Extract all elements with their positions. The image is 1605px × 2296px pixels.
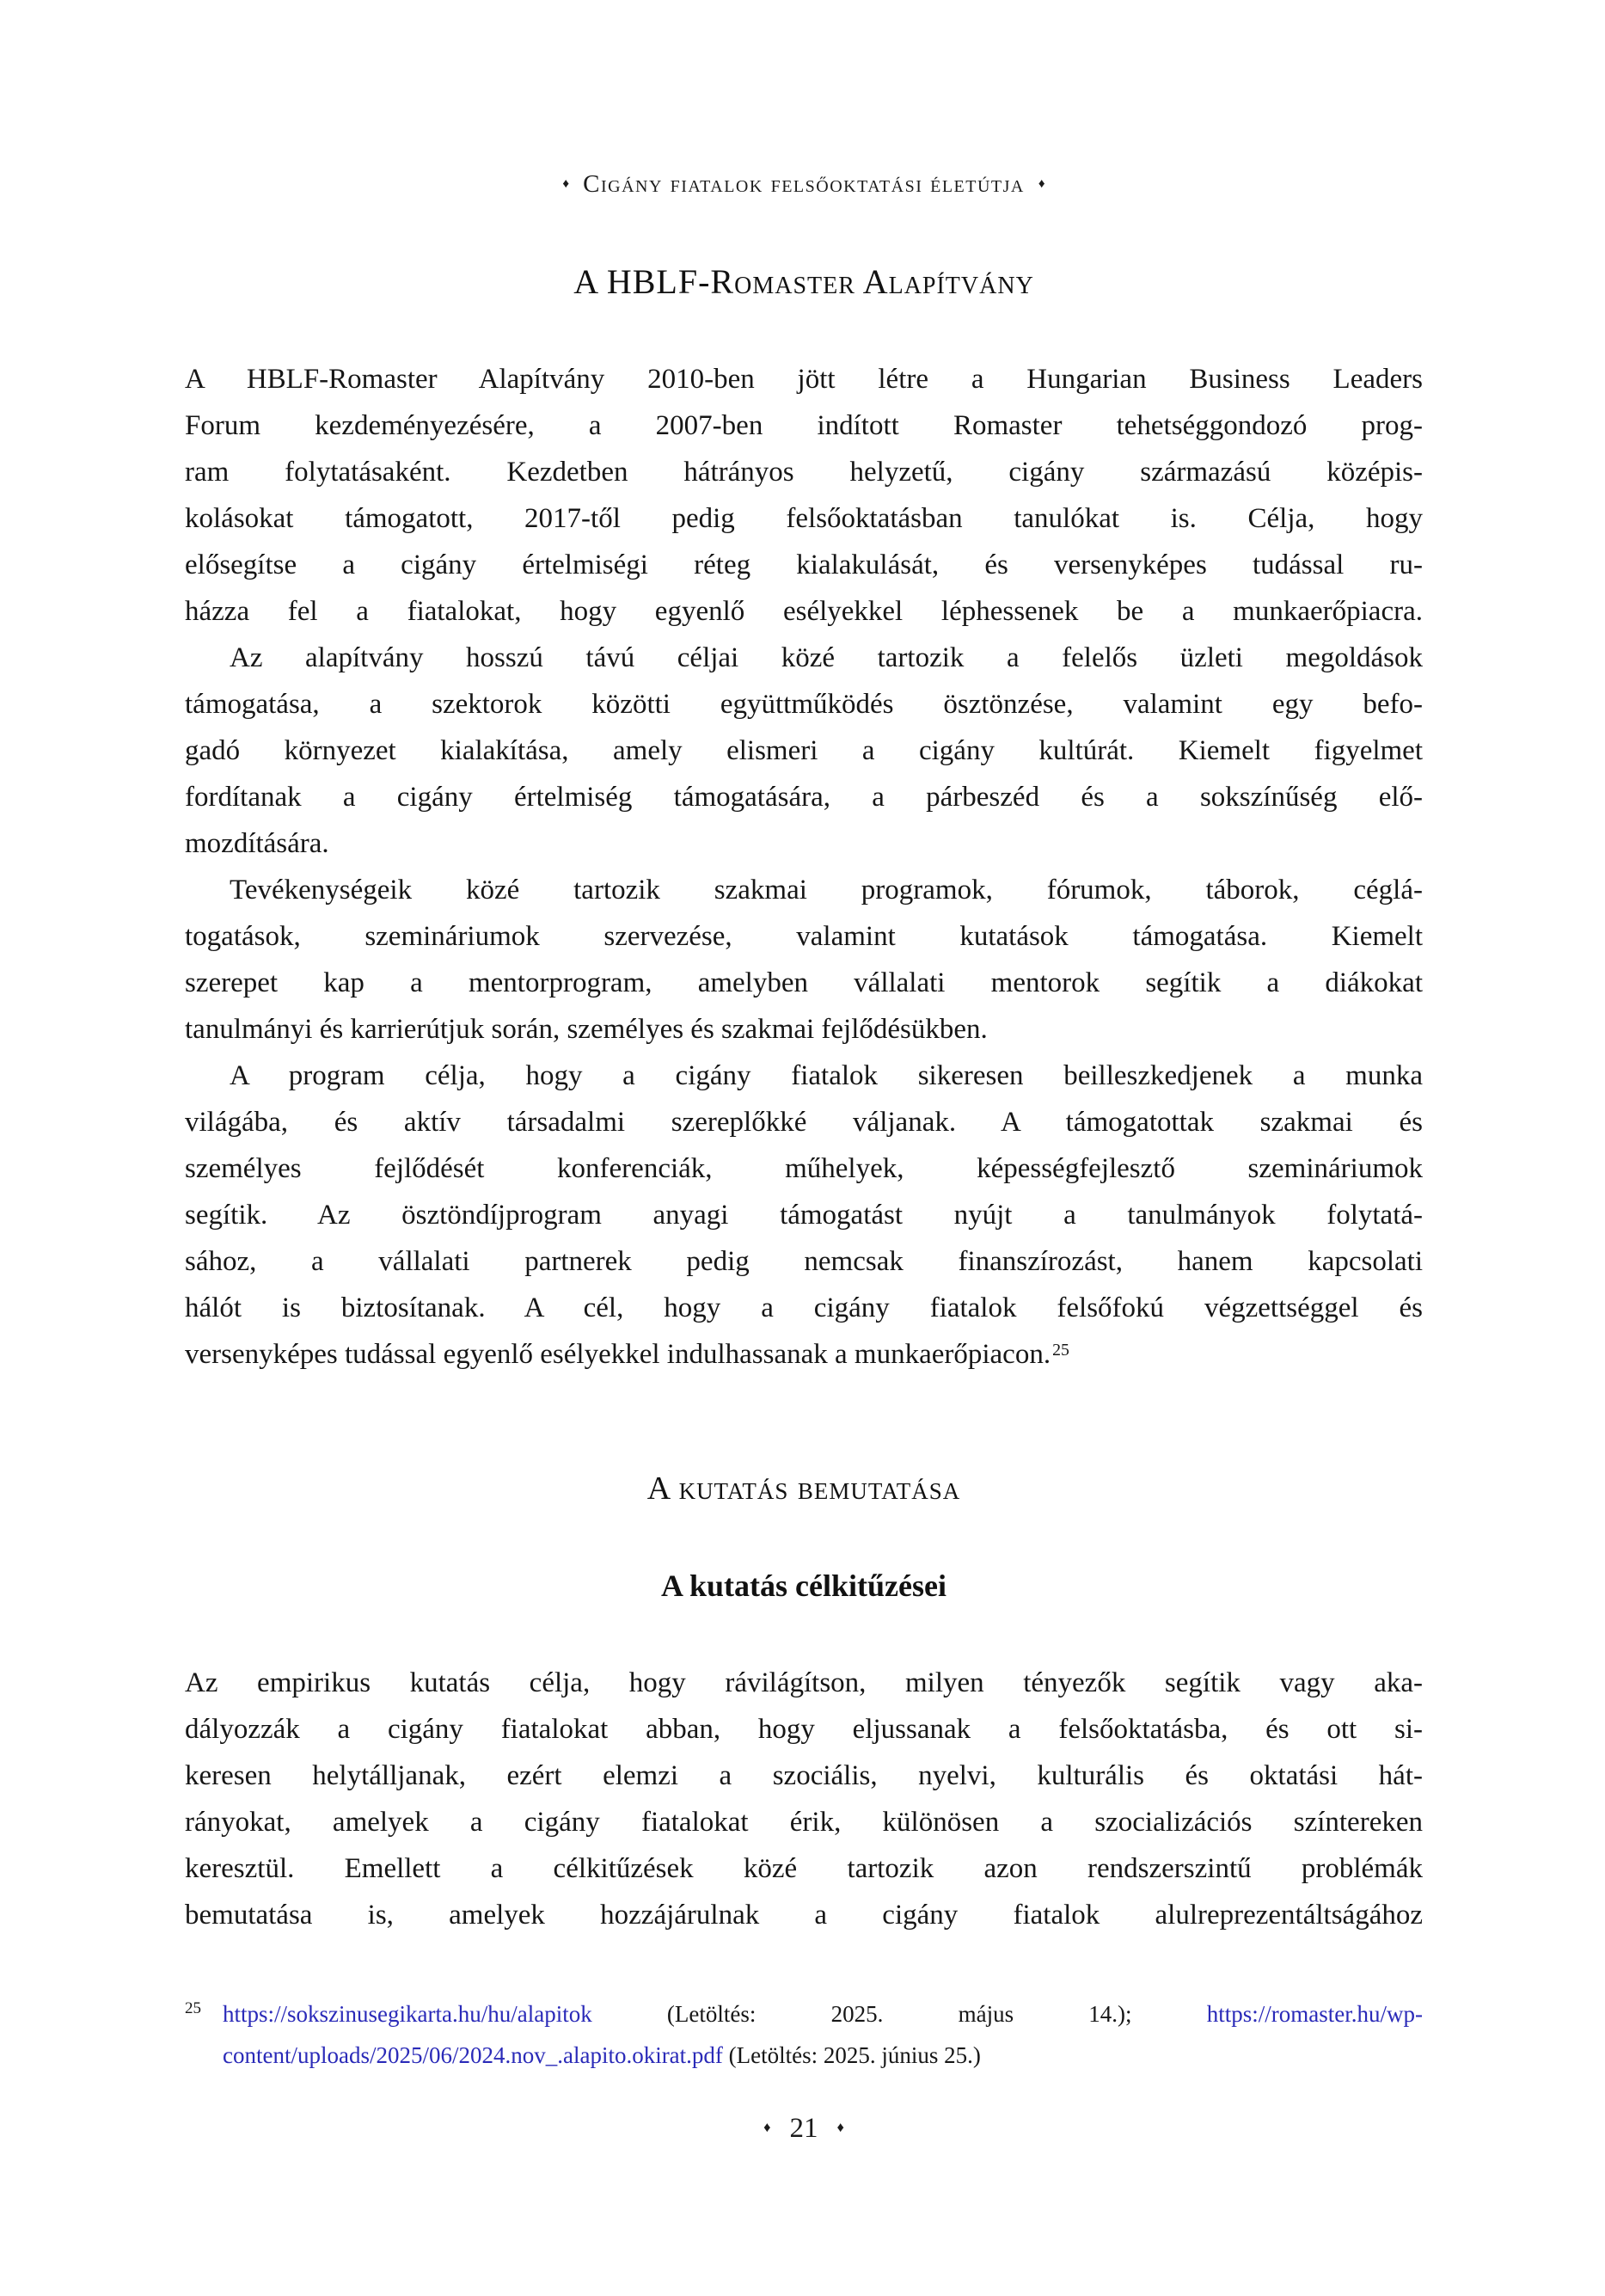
page-number-value: 21 <box>789 2112 818 2144</box>
paragraph <box>185 356 1423 635</box>
text-line: szerepet kap a mentorprogram, amelyben vállalati mentorok segítik a diákokat <box>185 967 1423 999</box>
section2-body <box>185 1660 1423 1938</box>
diamond-mark-icon: ♦ <box>1038 177 1045 192</box>
text-line: keresen helytálljanak, ezért elemzi a szociális, nyelvi, kulturális és oktatási hát- <box>185 1760 1423 1792</box>
text-line: fordítanak a cigány értelmiség támogatására, a párbeszéd és a sokszínűség elő- <box>185 782 1423 813</box>
text-line: keresztül. Emellett a célkitűzések közé tartozik azon rendszerszintű problémák <box>185 1853 1423 1885</box>
running-header <box>185 169 1423 200</box>
text-line: segítik. Az ösztöndíjprogram anyagi támogatást nyújt a tanulmányok folytatá- <box>185 1200 1423 1231</box>
text-line: bemutatása is, amelyek hozzájárulnak a cigány fiatalok alulreprezentáltságához <box>185 1900 1423 1931</box>
running-header-text: Cigány fiatalok felsőoktatási életútja <box>583 170 1025 198</box>
text-line: házza fel a fiatalokat, hogy egyenlő esélyekkel léphessenek be a munkaerőpiacra. <box>185 596 1423 628</box>
text-line: A HBLF-Romaster Alapítvány 2010-ben jött létre a Hungarian Business Leaders <box>185 364 1423 396</box>
footnote-line <box>223 1993 1423 2035</box>
text-line: személyes fejlődését konferenciák, műhelyek, képességfejlesztő szemináriumok <box>185 1153 1423 1185</box>
paragraph <box>185 1660 1423 1938</box>
diamond-mark-icon: ♦ <box>836 2119 844 2136</box>
footnote-text: (Letöltés: 2025. május 14.); <box>591 2001 1207 2028</box>
footnote-marker: 25 <box>185 1999 201 2018</box>
text-line: világába, és aktív társadalmi szereplőkké váljanak. A támogatottak szakmai és <box>185 1107 1423 1139</box>
diamond-mark-icon: ♦ <box>763 2119 771 2136</box>
text-line: elősegítse a cigány értelmiségi réteg kialakulását, és versenyképes tudással ru- <box>185 549 1423 581</box>
footnote-reference[interactable]: 25 <box>1052 1341 1069 1360</box>
text-line: Forum kezdeményezésére, a 2007-ben indított Romaster tehetséggondozó prog- <box>185 410 1423 442</box>
paragraph <box>185 1053 1423 1378</box>
diamond-mark-icon: ♦ <box>562 177 570 192</box>
section-title-hblf-romaster: A HBLF-Romaster Alapítvány <box>573 262 1034 302</box>
footnote-line <box>223 2035 1423 2076</box>
page-number <box>185 2110 1423 2146</box>
footnote-body <box>223 1993 1423 2076</box>
text-line: sához, a vállalati partnerek pedig nemcsak finanszírozást, hanem kapcsolati <box>185 1246 1423 1278</box>
footnote-text: (Letöltés: 2025. június 25.) <box>722 2042 981 2069</box>
footnote <box>185 1993 1423 2076</box>
footnote-link[interactable]: https://sokszinusegikarta.hu/hu/alapitok <box>223 2001 592 2028</box>
section-title-kutatas-bemutatasa: A kutatás bemutatása <box>646 1470 961 1507</box>
text-line: ram folytatásaként. Kezdetben hátrányos helyzetű, cigány származású középis- <box>185 457 1423 488</box>
subsection-title-celkituzesei: A kutatás célkitűzései <box>661 1569 946 1604</box>
text-line: gadó környezet kialakítása, amely elismeri a cigány kultúrát. Kiemelt figyelmet <box>185 735 1423 767</box>
text-line: Az alapítvány hosszú távú céljai közé tartozik a felelős üzleti megoldások <box>230 642 1423 674</box>
footnote-link[interactable]: https://romaster.hu/wp- <box>1206 2001 1423 2028</box>
text-line: A program célja, hogy a cigány fiatalok sikeresen beilleszkedjenek a munka <box>230 1060 1423 1092</box>
text-line: kolásokat támogatott, 2017-től pedig felsőoktatásban tanulókat is. Célja, hogy <box>185 503 1423 535</box>
text-line: hálót is biztosítanak. A cél, hogy a cigány fiatalok felsőfokú végzettséggel és <box>185 1292 1423 1324</box>
text-line: mozdítására. <box>185 828 329 860</box>
text-line: dályozzák a cigány fiatalokat abban, hogy eljussanak a felsőoktatásba, és ott si- <box>185 1714 1423 1746</box>
paragraph <box>185 635 1423 867</box>
text-line: Az empirikus kutatás célja, hogy rávilágítson, milyen tényezők segítik vagy aka- <box>185 1667 1423 1699</box>
paragraph <box>185 867 1423 1053</box>
text-line: Tevékenységeik közé tartozik szakmai programok, fórumok, táborok, céglá- <box>230 875 1423 906</box>
text-line: tanulmányi és karrierútjuk során, személyes és szakmai fejlődésükben. <box>185 1014 988 1046</box>
footnote-link[interactable]: content/uploads/2025/06/2024.nov_.alapito.okirat.pdf <box>223 2042 723 2069</box>
text-line: togatások, szemináriumok szervezése, valamint kutatások támogatása. Kiemelt <box>185 921 1423 953</box>
text-line: rányokat, amelyek a cigány fiatalokat érik, különösen a szocializációs színtereken <box>185 1807 1423 1839</box>
section1-body <box>185 356 1423 1378</box>
text-line: versenyképes tudással egyenlő esélyekkel indulhassanak a munkaerőpiacon. $^{25}$ <box>185 1339 1069 1371</box>
text-line: támogatása, a szektorok közötti együttműködés ösztönzése, valamint egy befo- <box>185 689 1423 721</box>
